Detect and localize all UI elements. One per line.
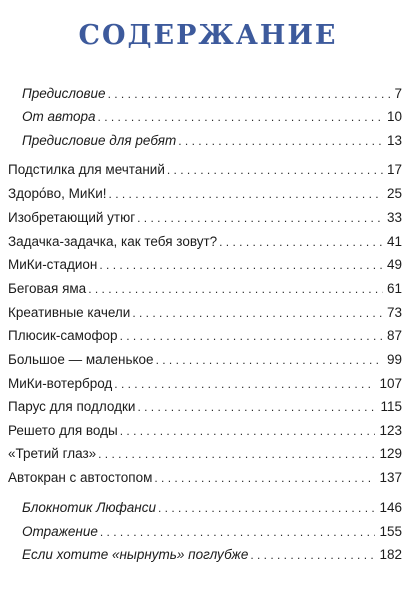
toc-entry-title: Здоро́во, МиКи! — [8, 186, 107, 201]
toc-entry-title: Плюсик-самофор — [8, 328, 118, 343]
toc-entry-page: 155 — [379, 524, 402, 539]
toc-entry-back-matter[interactable] — [22, 524, 402, 540]
toc-entry-title: Изобретающий утюг — [8, 210, 136, 225]
toc-entry-page: 73 — [386, 305, 402, 320]
toc-entry-chapter[interactable] — [8, 399, 402, 415]
leader-dots — [114, 376, 375, 392]
toc-entry-page: 13 — [386, 133, 402, 148]
toc-entry-chapter[interactable] — [8, 423, 402, 439]
toc-entry-title: Решето для воды — [8, 423, 118, 438]
toc-entry-page: 61 — [386, 281, 402, 296]
toc-entry-page: 49 — [386, 257, 402, 272]
toc-entry-front-matter[interactable] — [22, 109, 402, 125]
toc-entry-page: 25 — [386, 186, 402, 201]
toc-entry-title: Если хотите «нырнуть» поглубже — [22, 547, 249, 562]
toc-entry-chapter[interactable] — [8, 210, 402, 226]
toc-entry-page: 115 — [380, 399, 402, 414]
toc-entry-chapter[interactable] — [8, 352, 402, 368]
toc-entry-title: Подстилка для мечтаний — [8, 162, 165, 177]
page-title: СОДЕРЖАНИЕ — [78, 20, 338, 51]
toc-entry-title: Автокран с автостопом — [8, 470, 153, 485]
leader-dots — [167, 162, 383, 178]
leader-dots — [219, 234, 383, 250]
toc-entry-page: 7 — [394, 86, 402, 101]
leader-dots — [99, 257, 383, 273]
toc-entry-chapter[interactable] — [8, 234, 402, 250]
toc-entry-chapter[interactable] — [8, 446, 402, 462]
toc-entry-page: 41 — [386, 234, 402, 249]
toc-entry-chapter[interactable] — [8, 328, 402, 344]
toc-entry-title: МиКи-вотерброд — [8, 376, 113, 391]
toc-entry-page: 137 — [379, 470, 402, 485]
leader-dots — [132, 305, 383, 321]
toc-entry-title: Предисловие для ребят — [22, 133, 177, 148]
toc-entry-back-matter[interactable] — [22, 547, 402, 563]
toc-entry-title: Задачка-задачка, как тебя зовут? — [8, 234, 218, 249]
toc-entry-title: Парус для подлодки — [8, 399, 136, 414]
leader-dots — [88, 281, 383, 297]
toc-entry-title: «Третий глаз» — [8, 446, 97, 461]
leader-dots — [158, 500, 375, 516]
toc-entry-title: Большое — маленькое — [8, 352, 154, 367]
toc-entry-title: Беговая яма — [8, 281, 87, 296]
toc-entry-chapter[interactable] — [8, 305, 402, 321]
leader-dots — [109, 186, 383, 202]
leader-dots — [120, 423, 376, 439]
toc-entry-page: 107 — [379, 376, 402, 391]
toc-entry-front-matter[interactable] — [22, 86, 402, 102]
toc-entry-chapter[interactable] — [8, 162, 402, 178]
leader-dots — [137, 399, 376, 415]
leader-dots — [98, 109, 383, 125]
toc-entry-chapter[interactable] — [8, 281, 402, 297]
toc-entry-title: Креативные качели — [8, 305, 131, 320]
leader-dots — [178, 133, 383, 149]
toc-entry-page: 87 — [386, 328, 402, 343]
toc-entry-page: 146 — [379, 500, 402, 515]
toc-entry-page: 99 — [386, 352, 402, 367]
toc-entry-chapter[interactable] — [8, 376, 402, 392]
leader-dots — [250, 547, 375, 563]
toc-entry-title: Отражение — [22, 524, 98, 539]
toc-entry-title: Блокнотик Люфанси — [22, 500, 156, 515]
toc-entry-page: 129 — [379, 446, 402, 461]
toc-entry-page: 182 — [379, 547, 402, 562]
toc-entry-chapter[interactable] — [8, 186, 402, 202]
leader-dots — [137, 210, 383, 226]
leader-dots — [100, 524, 376, 540]
toc-entry-page: 33 — [386, 210, 402, 225]
toc-entry-title: МиКи-стадион — [8, 257, 98, 272]
toc-entry-page: 17 — [386, 162, 402, 177]
leader-dots — [108, 86, 391, 102]
toc-entry-page: 10 — [386, 109, 402, 124]
toc-entry-page: 123 — [379, 423, 402, 438]
toc-entry-chapter[interactable] — [8, 257, 402, 273]
toc-entry-title: Предисловие — [22, 86, 106, 101]
toc-entry-front-matter[interactable] — [22, 133, 402, 149]
toc-entry-title: От автора — [22, 109, 96, 124]
leader-dots — [154, 470, 375, 486]
leader-dots — [98, 446, 375, 462]
leader-dots — [120, 328, 383, 344]
leader-dots — [156, 352, 383, 368]
toc-entry-back-matter[interactable] — [22, 500, 402, 516]
toc-entry-chapter[interactable] — [8, 470, 402, 486]
